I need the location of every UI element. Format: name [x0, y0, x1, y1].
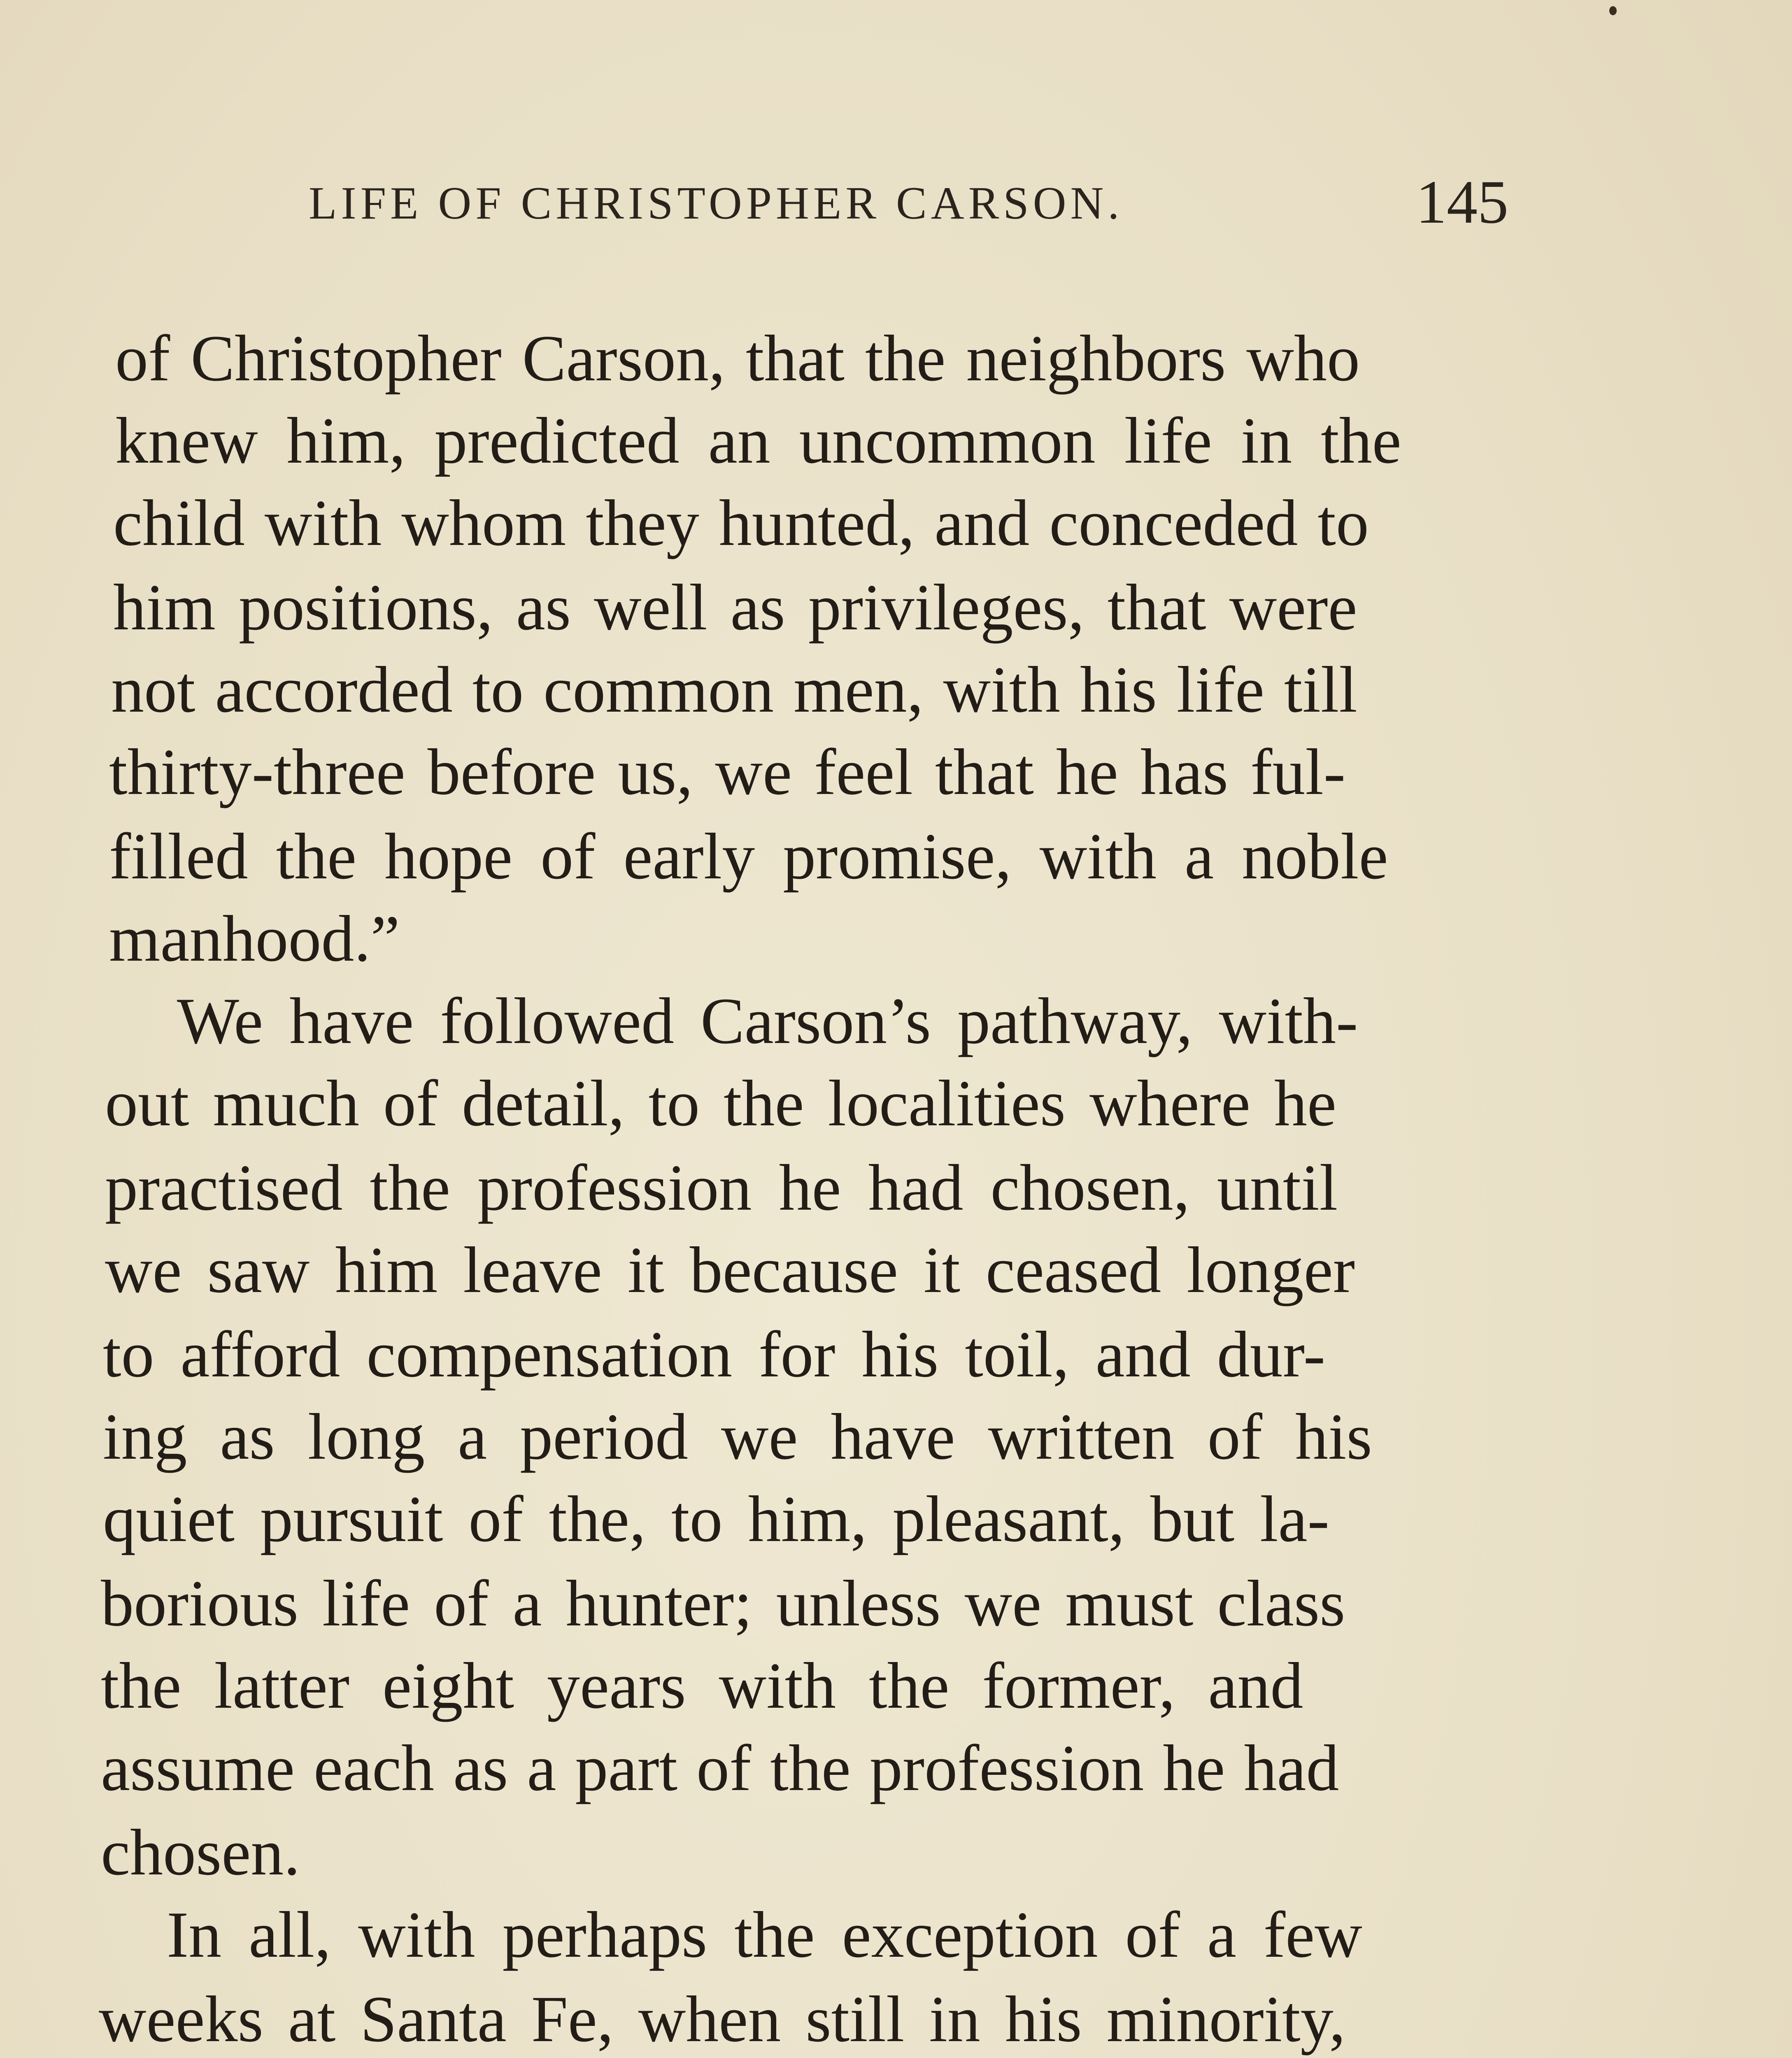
text-line: thirty-three before us, we feel that he has ful- [109, 735, 1346, 808]
running-title: LIFE OF CHRISTOPHER CARSON. [309, 178, 1124, 229]
text-line: the latter eight years with the former, and [101, 1649, 1303, 1722]
text-line: him positions, as well as privileges, that were [113, 570, 1357, 644]
text-line: child with whom they hunted, and conceded to [113, 486, 1369, 559]
text-line: borious life of a hunter; unless we must class [101, 1567, 1345, 1640]
text-line: weeks at Santa Fe, when still in his minority, [99, 1982, 1346, 2056]
text-line: we saw him leave it because it ceased longer [105, 1233, 1355, 1306]
text-line: quiet pursuit of the, to him, pleasant, but la- [103, 1482, 1329, 1555]
text-line: not accorded to common men, with his life till [111, 653, 1357, 726]
text-line: practised the profession he had chosen, until [105, 1151, 1338, 1224]
page-number: 145 [1416, 168, 1508, 236]
text-line: We have followed Carson’s pathway, with- [177, 984, 1358, 1057]
ink-speck [1609, 6, 1617, 15]
text-line: knew him, predicted an uncommon life in the [115, 404, 1401, 477]
text-line: assume each as a part of the profession he had [101, 1731, 1339, 1804]
text-line: In all, with perhaps the exception of a few [167, 1898, 1362, 1971]
text-line: to afford compensation for his toil, and dur- [103, 1318, 1326, 1391]
text-line: out much of detail, to the localities where he [105, 1066, 1336, 1140]
text-line: filled the hope of early promise, with a noble [109, 819, 1388, 893]
text-line: of Christopher Carson, that the neighbors who [115, 321, 1360, 395]
text-line: chosen. [101, 1816, 300, 1889]
text-line: ing as long a period we have written of his [103, 1400, 1372, 1473]
text-line: manhood.” [109, 902, 400, 975]
